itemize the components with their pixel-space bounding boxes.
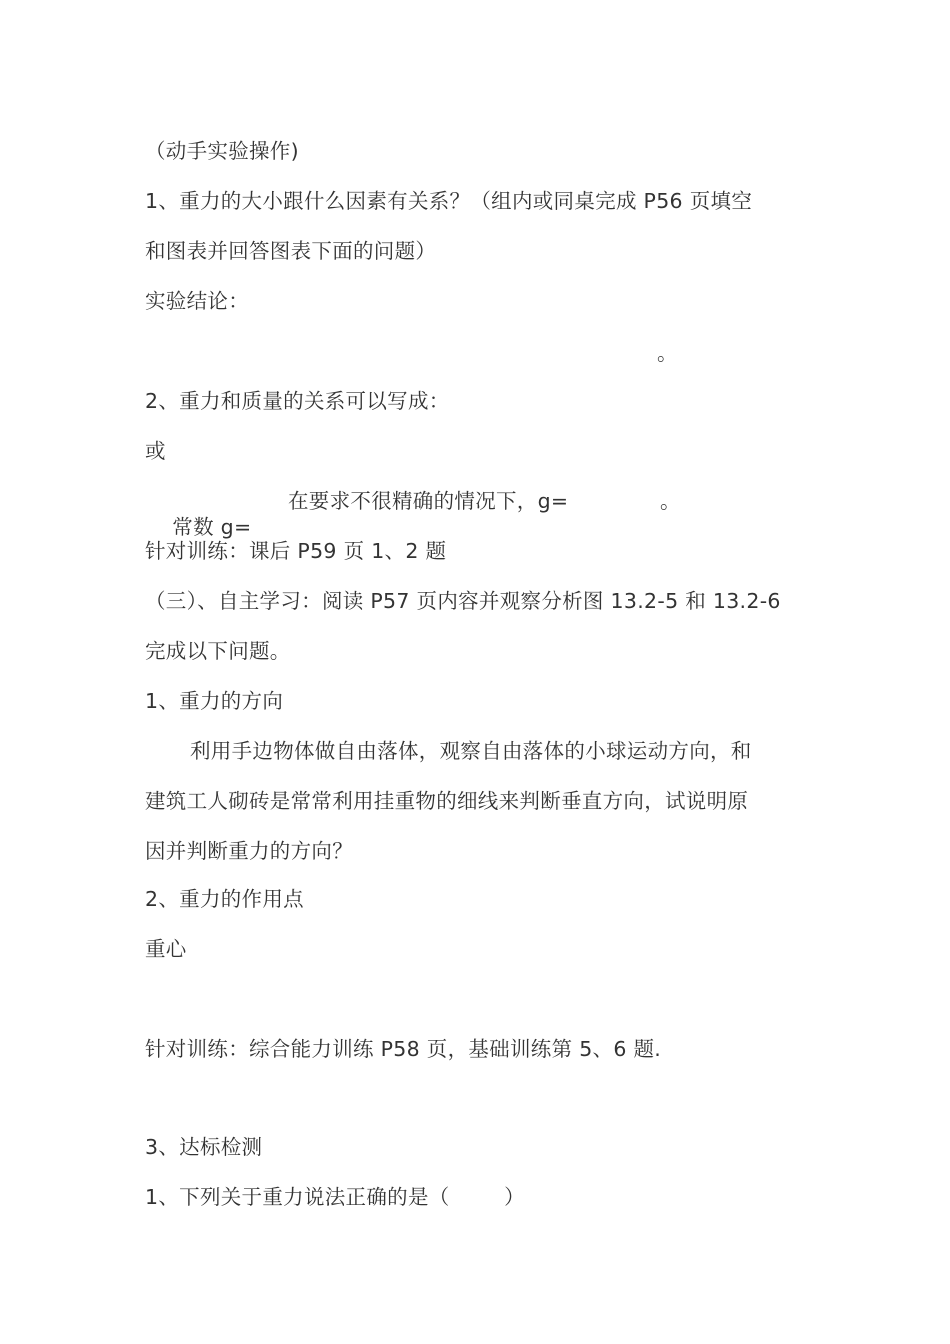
text-line-gravity-direction: 1、重力的方向 <box>145 689 284 713</box>
text-line-point-of-action: 2、重力的作用点 <box>145 887 304 911</box>
text-line-practice-2: 针对训练：综合能力训练 P58 页，基础训练第 5、6 题. <box>145 1037 662 1061</box>
blank-line-period: 。 <box>657 341 678 365</box>
text-line-approx-g: 在要求不很精确的情况下，g= <box>288 489 569 513</box>
text-line-center-of-gravity: 重心 <box>145 937 187 961</box>
text-line-question-2: 2、重力和质量的关系可以写成： <box>145 389 450 413</box>
approx-g-period: 。 <box>660 489 681 513</box>
text-line-practice-1: 针对训练：课后 P59 页 1、2 题 <box>145 539 447 563</box>
text-line-conclusion: 实验结论： <box>145 289 249 313</box>
text-line-self-study: （三）、自主学习：阅读 P57 页内容并观察分析图 13.2-5 和 13.2-6 <box>145 589 781 613</box>
text-line-hands-on: （动手实验操作) <box>145 139 299 163</box>
text-line-question-1: 1、重力的大小跟什么因素有关系？（组内或同桌完成 P56 页填空 <box>145 189 753 213</box>
constant-g-label: 常数 g= <box>172 515 252 539</box>
text-line-free-fall: 利用手边物体做自由落体，观察自由落体的小球运动方向，和 <box>190 739 752 763</box>
text-line-question-1-cont: 和图表并回答图表下面的问题） <box>145 239 437 263</box>
text-line-or: 或 <box>145 439 166 463</box>
text-line-self-study-cont: 完成以下问题。 <box>145 639 291 663</box>
text-line-quiz-1: 1、下列关于重力说法正确的是（ ） <box>145 1185 525 1209</box>
text-line-assessment: 3、达标检测 <box>145 1135 263 1159</box>
text-line-plumb-line: 建筑工人砌砖是常常利用挂重物的细线来判断垂直方向，试说明原 <box>145 789 749 813</box>
text-line-explain-direction: 因并判断重力的方向？ <box>145 839 353 863</box>
